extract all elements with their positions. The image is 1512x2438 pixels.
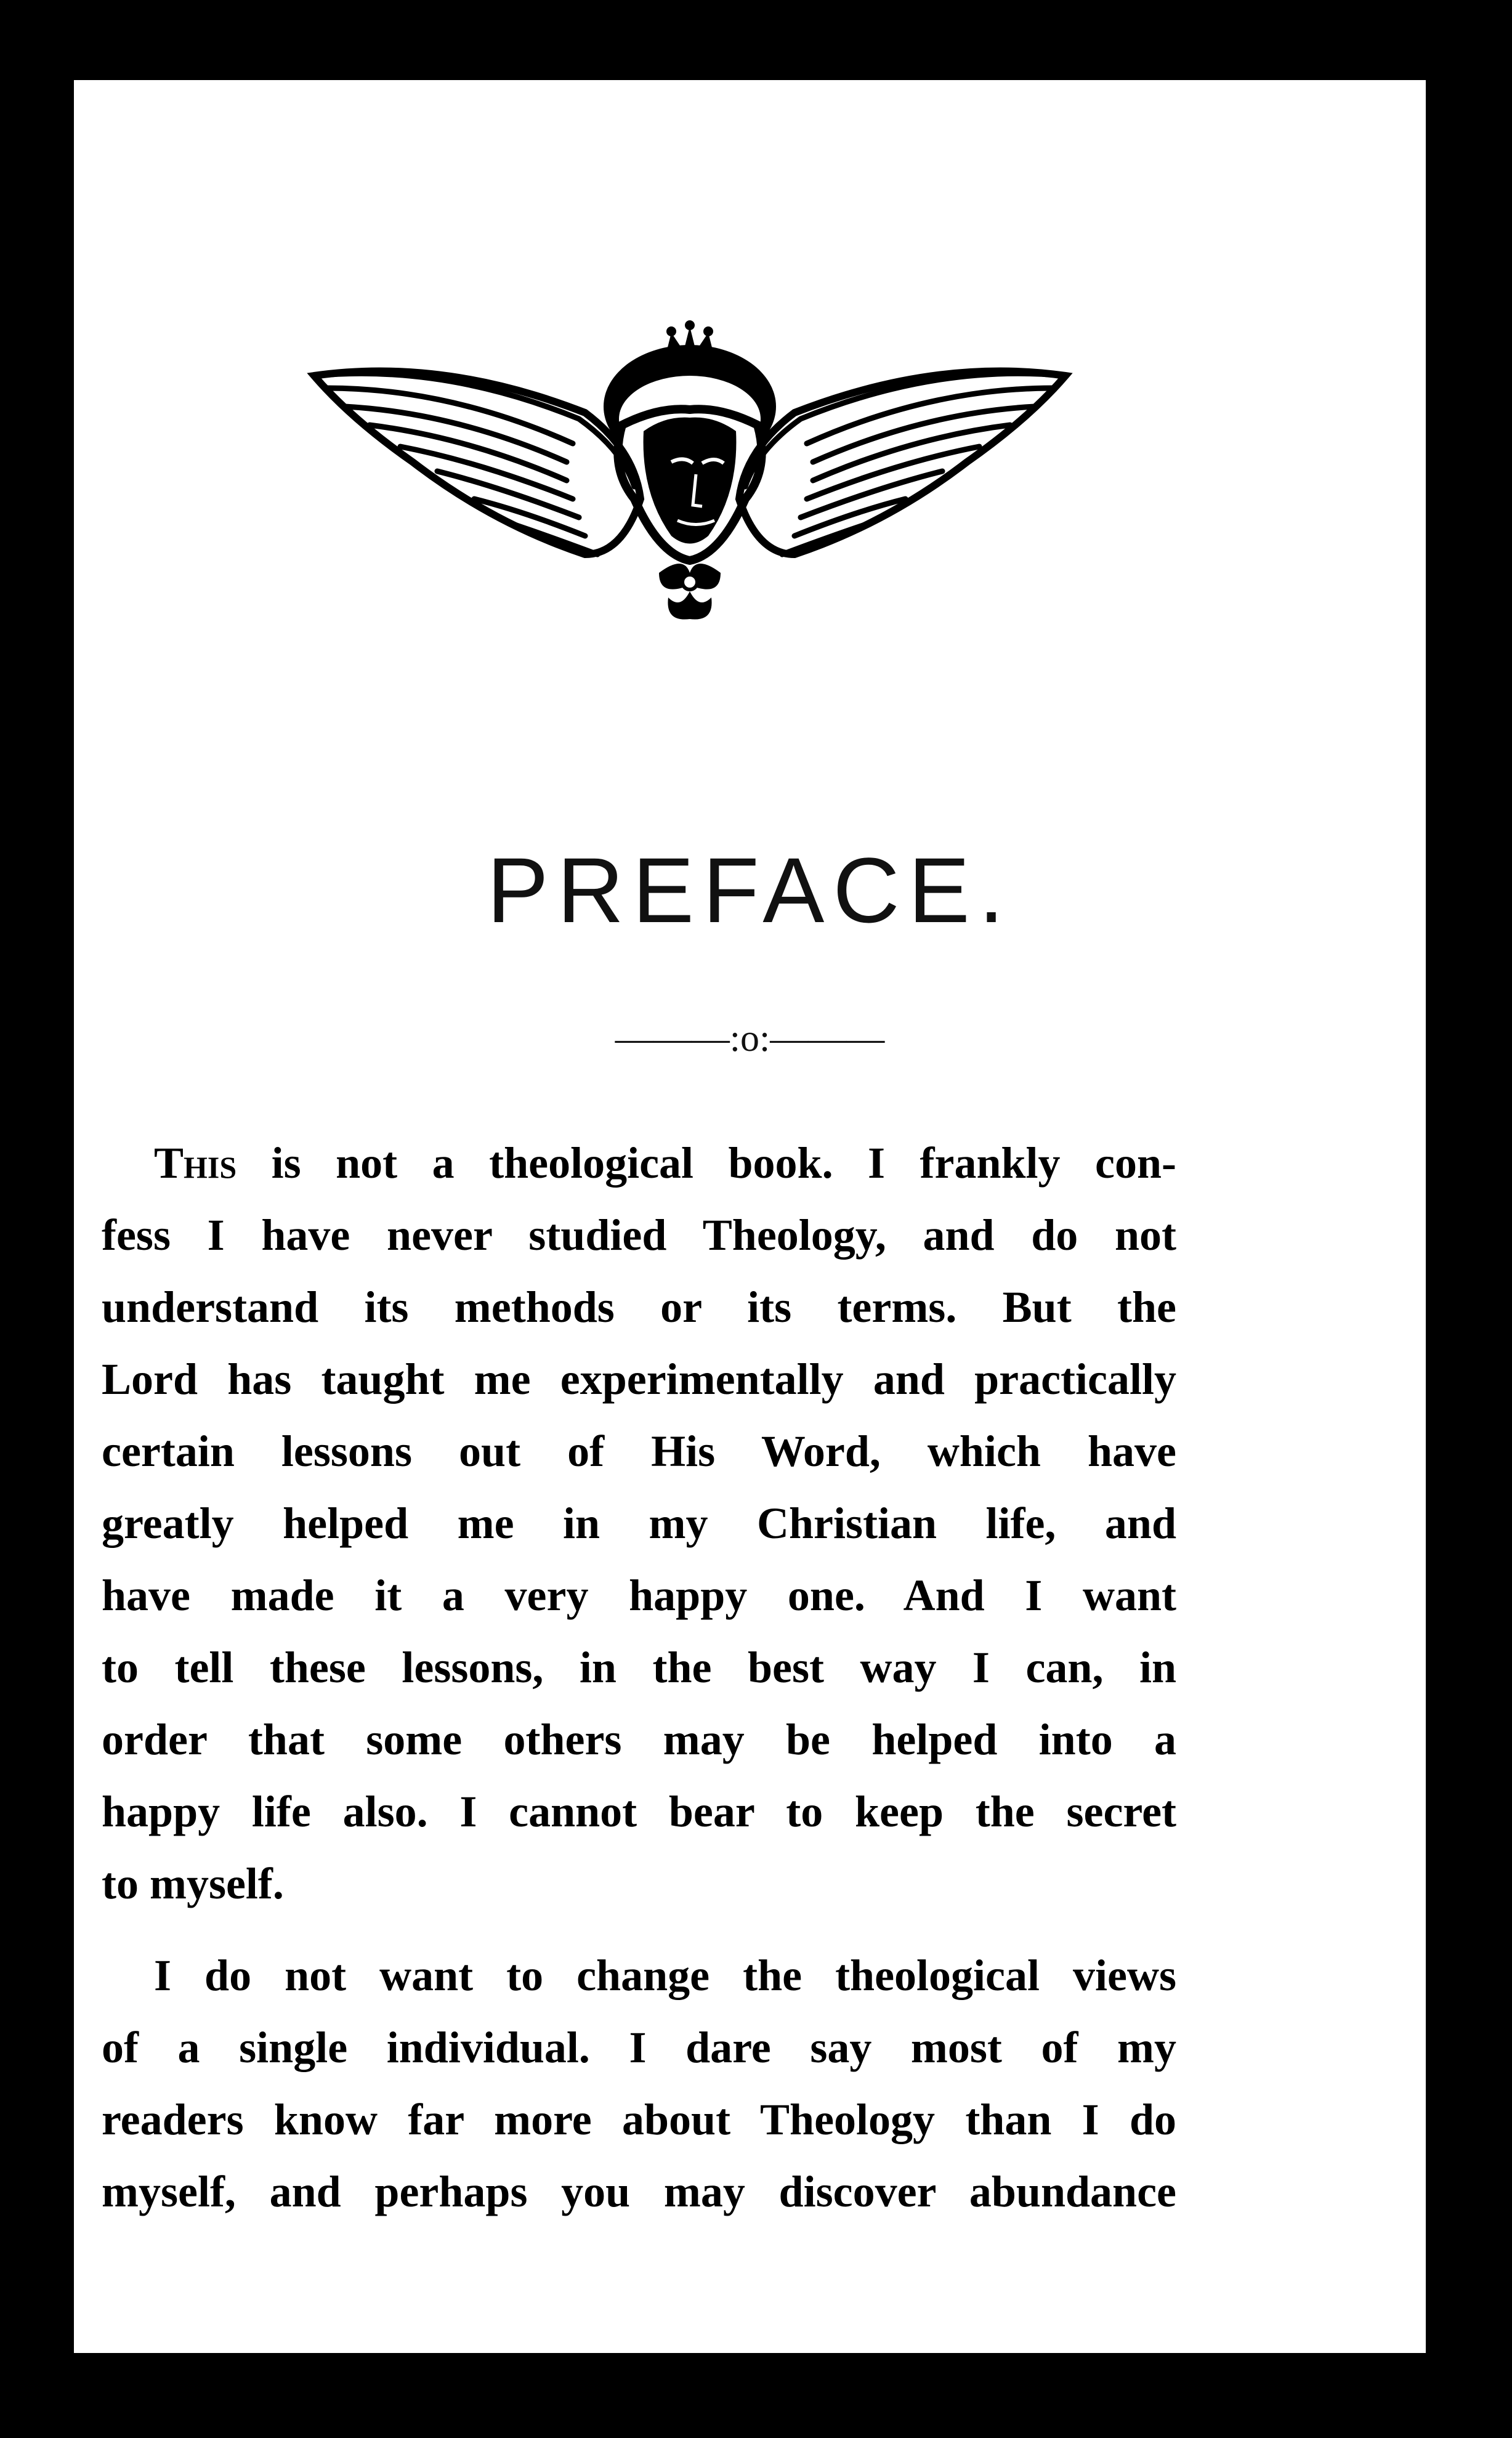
text-line: order that some others may be helped into a bbox=[102, 1715, 1176, 1764]
page-title: PREFACE. bbox=[487, 838, 1013, 942]
text-line: have made it a very happy one. And I want bbox=[102, 1571, 1176, 1620]
book-page bbox=[74, 80, 1426, 2353]
winged-cherub-ornament-icon bbox=[289, 265, 1090, 647]
text-line: understand its methods or its terms. But the bbox=[102, 1282, 1176, 1332]
text-line: readers know far more about Theology than I do bbox=[102, 2095, 1176, 2144]
drop-word: This bbox=[154, 1138, 237, 1188]
text-line: happy life also. I cannot bear to keep the secret bbox=[102, 1787, 1176, 1836]
title-divider: ———:o:——— bbox=[615, 1018, 885, 1059]
text-line: certain lessons out of His Word, which have bbox=[102, 1427, 1176, 1476]
text-line: to myself. bbox=[102, 1859, 284, 1908]
text-line: I do not want to change the theological views bbox=[154, 1951, 1176, 2000]
text-line: fess I have never studied Theology, and do not bbox=[102, 1210, 1176, 1260]
text-line: to tell these lessons, in the best way I can, in bbox=[102, 1643, 1176, 1692]
text-line: This is not a theological book. I frankly con- bbox=[154, 1138, 1176, 1188]
text-line: of a single individual. I dare say most of my bbox=[102, 2023, 1176, 2072]
text-line: greatly helped me in my Christian life, and bbox=[102, 1499, 1176, 1548]
paragraph-2 bbox=[102, 1940, 1176, 2228]
text-line: Lord has taught me experimentally and practically bbox=[102, 1355, 1176, 1404]
text-line: myself, and perhaps you may discover abundance bbox=[102, 2167, 1176, 2216]
preface-body bbox=[102, 1127, 1176, 2228]
paragraph-1 bbox=[102, 1127, 1176, 1920]
